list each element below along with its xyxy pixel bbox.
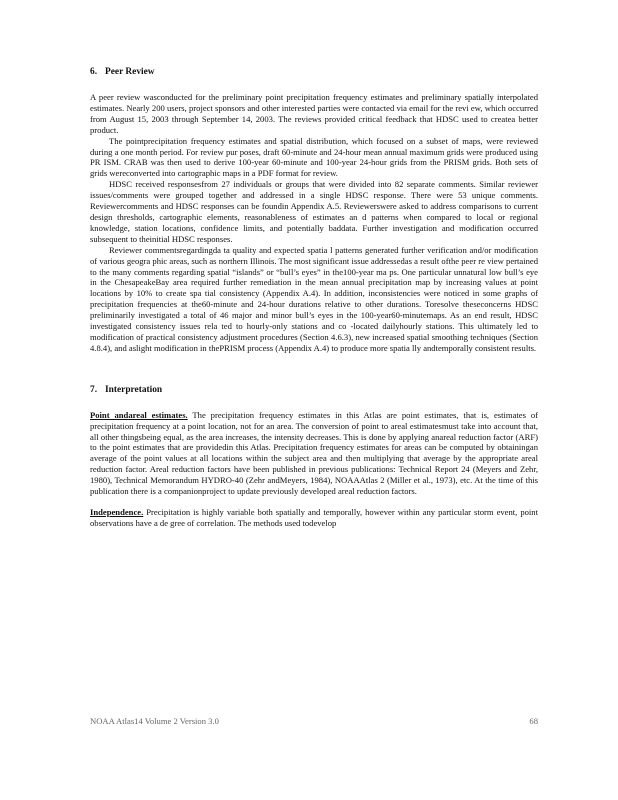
paragraph-point-areal — [90, 410, 538, 497]
paragraph-text: The precipitation frequency estimates in this Atlas are point estimates, that is, estimates of precipitation frequency at a point location, not for an area. The conversion of point to areal estimatesmust take into account that, all other thingsbeing equal, as the area increases, the intensity decreases. This is done by applying anareal reduction factor (ARF) to the point estimates that are providedin this Atlas. Precipitation frequency estimates for areas can be computed by obtainingan average of the point values at all locations within the subject area and then multiplying that average by the appropriate areal reduction factor. Areal reduction factors have been published in previous publications: Technical Report 24 (Meyers and Zehr, 1980), Technical Memorandum HYDRO-40 (Zehr andMeyers, 1984), NOAAAtlas 2 (Miller et al., 1973), etc. At the time of this publication there is a companionproject to update previously developed areal reduction factors. — [90, 409, 538, 497]
section-title: Interpretation — [105, 384, 163, 395]
section-number: 7. — [90, 384, 98, 395]
section-heading-interpretation — [90, 384, 538, 396]
section-title: Peer Review — [105, 67, 155, 77]
footer-publication: NOAA Atlas14 Volume 2 Version 3.0 — [90, 716, 219, 726]
page-number: 68 — [529, 716, 538, 726]
paragraph: The pointprecipitation frequency estimates and spatial distribution, which focused on a subset of maps, were reviewed during a one month period. For review pur poses, draft 60-minute and 24-hour mean annual maximum grids were produced using PR ISM. CRAB was then used to derive 100-year 60-minute and 100-year 24-hour grids from the PRISM grids. Both sets of grids wereconverted into cartographic maps in a PDF format for review. — [90, 135, 538, 179]
paragraph: HDSC received responsesfrom 27 individuals or groups that were divided into 82 separate comments. Similar reviewer issues/comments were grouped together and addressed in a single HDSC response. There were 53 unique comments. Reviewercomments and HDSC responses can be foundin Appendix A.5. Reviewerswere asked to address comparisons to current design thresholds, cartographic elements, reasonableness of estimates an d patterns when compared to local or regional knowledge, station locations, confidence limits, and potentially baddata. Further investigation and modification occurred subsequent to theinitial HDSC responses. — [90, 179, 538, 244]
paragraph: A peer review wasconducted for the preliminary point precipitation frequency estimates and preliminary spatially interpolated estimates. Nearly 200 users, project sponsors and other interested parties were contacted via email for the revi ew, which occurred from August 15, 2003 through September 14, 2003. The reviews provided critical feedback that HDSC used to createa better product. — [90, 92, 538, 135]
section-number: 6. — [90, 67, 98, 77]
paragraph-independence — [90, 507, 538, 529]
paragraph-lead: Independence. — [90, 507, 144, 517]
section-heading-peer-review — [90, 66, 538, 78]
document-page — [90, 66, 538, 529]
paragraph-text: Precipitation is highly variable both spatially and temporally, however within any particular storm event, point observations have a de gree of correlation. The methods used todevelop — [90, 507, 538, 528]
paragraph: Reviewer commentsregardingda ta quality and expected spatia l patterns generated further verification and/or modification of various geogra phic areas, such as northern Illinois. The most significant issue addressedas a result ofthe peer re view pertained to the many comments regarding spatial “islands” or “bull’s eyes” in the100-year ma ps. One particular unnatural low bull’s eye in the ChesapeakeBay area required further remediation in the mean annual precipitation map by increasing values at point locations by 10% to create spa tial consistency (Appendix A.4). In addition, inconsistencies were noticed in some graphs of precipitation frequencies at the60-minute and 24-hour durations relative to other durations. Toresolve theseconcerns HDSC preliminarily investigated a total of 46 major and minor bull’s eyes in the 100-year60-minutemaps. As an end result, HDSC investigated consistency issues rela ted to hourly-only stations and co -located dailyhourly stations. This ultimately led to modification of practical consistency adjustment procedures (Section 4.6.3), new increased spatial smoothing techniques (Section 4.8.4), and aslight modification in thePRISM process (Appendix A.4) to produce more spatia lly andtemporally consistent results. — [90, 244, 538, 353]
paragraph-lead: Point andareal estimates. — [90, 409, 188, 420]
